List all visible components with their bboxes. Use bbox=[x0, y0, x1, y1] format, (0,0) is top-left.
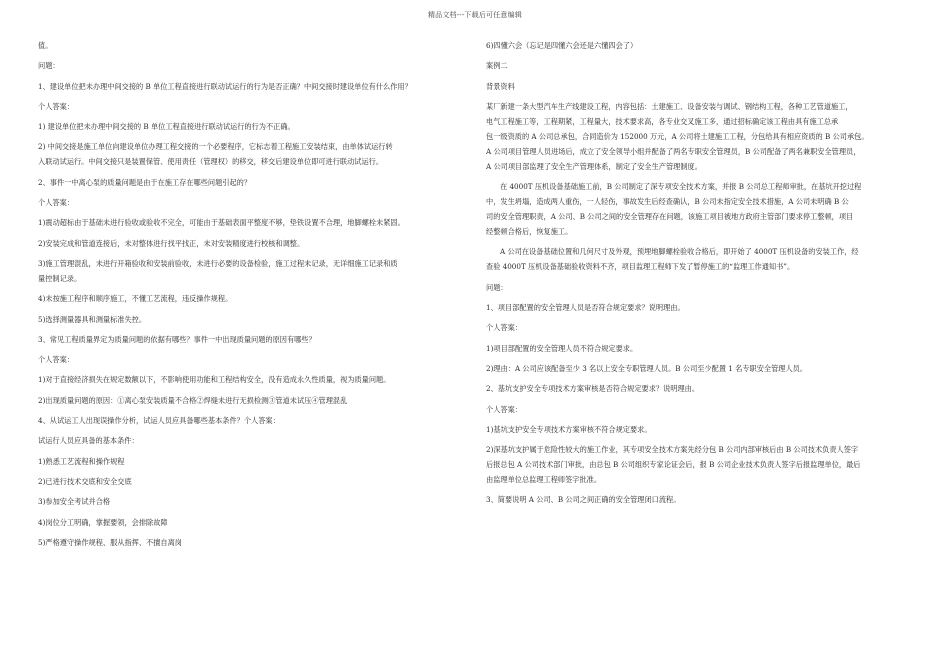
text-line: 4、从试运工人出现误操作分析，试运人员应具备哪些基本条件？个人答案： bbox=[38, 416, 280, 426]
text-line: 4)岗位分工明确，掌握要领，会排除故障 bbox=[38, 517, 168, 527]
text-line: 个人答案： bbox=[486, 404, 522, 414]
text-line: 包一级资质的 A 公司总承包，合同造价为 152000 万元，A 公司将土建施工工程，分包给具有相应资质的 B 公司承包。 bbox=[486, 131, 869, 141]
text-line: 由监理单位总监理工程师签字批准。 bbox=[486, 475, 602, 485]
text-line: 个人答案： bbox=[486, 323, 522, 333]
text-line: 中，发生坍塌，造成两人重伤，一人轻伤，事故发生后经查确认，B 公司未指定安全技术措施，A 公司未明确 B 公 bbox=[486, 197, 849, 207]
text-line: 1、建设单位把未办理中间交接的 B 单位工程直接进行联动试运行的行为是否正确？中间交接时建设单位有什么作用？ bbox=[38, 81, 412, 91]
page-header: 精品文档---下载后可任意编辑 bbox=[427, 11, 523, 19]
text-line: 经整顿合格后，恢复施工。 bbox=[486, 227, 573, 237]
text-line: 2、事件一中离心泵的质量问题是由于在施工存在哪些问题引起的？ bbox=[38, 177, 252, 187]
text-line: 个人答案： bbox=[38, 198, 74, 208]
text-line: 个人答案： bbox=[38, 101, 74, 111]
text-line: 在 4000T 压机设备基础施工前，B 公司制定了深专项安全技术方案，并报 B 公司总工程师审批，在基坑开挖过程 bbox=[500, 182, 862, 192]
text-line: 2)出现质量问题的原因：①离心泵安装质量不合格②焊缝未进行无损检测③管道未试压④管理混乱 bbox=[38, 395, 348, 405]
text-line: 电气工程施工等，工程期紧，工程量大，技术要求高，各专业交叉施工多，通过招标确定该工程由具有施工总承 bbox=[486, 116, 839, 126]
text-line: 问题： bbox=[38, 61, 60, 71]
text-line: 1、项目部配置的安全管理人员是否符合规定要求？说明理由。 bbox=[486, 303, 685, 313]
text-line: 2) 中间交接是施工单位向建设单位办理工程交接的一个必要程序，它标志着工程施工安装结束，由单体试运行转 bbox=[38, 142, 393, 152]
text-line: 某厂新建一条大型汽车生产线建设工程，内容包括：土建施工、设备安装与调试、钢结构工程，各种工艺管道施工， bbox=[486, 101, 853, 111]
text-line: 6)四懂六会（忘记是四懂六会还是六懂四会了） bbox=[486, 41, 638, 50]
right-column bbox=[486, 40, 916, 515]
text-line: 3)施工管理混乱，未进行开箱验收和安装前验收，未进行必要的设备检验，施工过程未记录，无详细施工记录和质 bbox=[38, 258, 398, 268]
text-line: 司的安全管理职责，A 公司、B 公司之间的安全管理存在问题，该施工项目被地方政府主管部门要求停工整顿，项目 bbox=[486, 212, 854, 222]
text-line: 3)参加安全考试并合格 bbox=[38, 497, 111, 507]
text-line: 2)安装完成和管道连接后，未对整体进行找平找正，未对安装精度进行校核和调整。 bbox=[38, 238, 305, 248]
text-line: 1)对于直接经济损失在规定数额以下，不影响使用功能和工程结构安全，没有造成永久性质量，视为质量问题。 bbox=[38, 375, 391, 385]
text-line: 5)选择测量器具和测量标准失控。 bbox=[38, 314, 147, 324]
text-line: 量控制记录。 bbox=[38, 273, 82, 283]
text-line: 5)严格遵守操作规程、服从指挥、不擅自离岗 bbox=[38, 537, 182, 547]
text-line: A 公司项目管理人员进场后，成立了安全领导小组并配备了两名专职安全管理员，B 公司配备了两名兼职安全管理员， bbox=[486, 146, 861, 156]
text-line: 2)理由：A 公司应该配备至少 3 名以上安全专职管理人员。B 公司至少配置 1 名专职安全管理人员。 bbox=[486, 363, 808, 373]
text-line: 4)未按施工程序和顺序施工，不懂工艺流程，违反操作规程。 bbox=[38, 294, 233, 304]
text-line: 背景资料 bbox=[486, 81, 515, 91]
text-line: 2)已进行技术交底和安全交底 bbox=[38, 476, 132, 486]
text-line: 后报总包 A 公司技术部门审批，由总包 B 公司组织专家论证会后，报 B 公司企业技术负责人签字后报监理单位，最后 bbox=[486, 460, 861, 470]
text-line: 个人答案： bbox=[38, 355, 74, 365]
text-line: 问题： bbox=[486, 282, 508, 292]
text-line: 2、基坑支护安全专项技术方案审核是否符合规定要求？说明理由。 bbox=[486, 384, 700, 394]
text-line: 试运行人员应具备的基本条件： bbox=[38, 436, 139, 446]
text-line: 3、简要说明 A 公司、B 公司之间正确的安全管理闭口流程。 bbox=[486, 495, 681, 505]
text-line: 1)熟悉工艺流程和操作规程 bbox=[38, 456, 125, 466]
text-line: 2)深基坑支护属于危险性较大的施工作业，其专项安全技术方案先经分包 B 公司内部审核后由 B 公司技术负责人签字 bbox=[486, 445, 859, 455]
text-line: 1) 建设单位把未办理中间交接的 B 单位工程直接进行联动试运行的行为不正确。 bbox=[38, 122, 295, 132]
text-line: 1)震动超标由于基础未进行验收或验收不完全，可能由于基础表面平整度不够，垫铁设置不合理，地脚螺栓未紧固。 bbox=[38, 218, 405, 228]
text-line: A 公司在设备基础位置和几何尺寸及外观，预埋地脚螺栓验收合格后，即开始了 4000T 压机设备的安装工作，经 bbox=[500, 247, 859, 257]
text-line: 值。 bbox=[38, 41, 53, 50]
text-line: 案例二 bbox=[486, 61, 508, 71]
text-line: 1)项目部配置的安全管理人员不符合规定要求。 bbox=[486, 343, 638, 353]
text-line: 3、常见工程质量界定为质量问题的依据有哪些？事件一中出现质量问题的原因有哪些？ bbox=[38, 334, 316, 344]
text-line: A 公司项目部监理了安全生产管理体系，制定了安全生产管理制度。 bbox=[486, 161, 702, 171]
text-line: 查验 4000T 压机设备基础验收资料不齐，项目监理工程师下发了暂停施工的“监理工作通知书”。 bbox=[486, 262, 795, 272]
text-line: 1)基坑支护安全专项技术方案审核不符合规定要求。 bbox=[486, 424, 652, 434]
left-column bbox=[38, 40, 474, 557]
text-line: 入联动试运行。中间交接只是装置保管、使用责任（管理权）的移交，移交后建设单位即可进行联动试运行。 bbox=[38, 157, 384, 167]
